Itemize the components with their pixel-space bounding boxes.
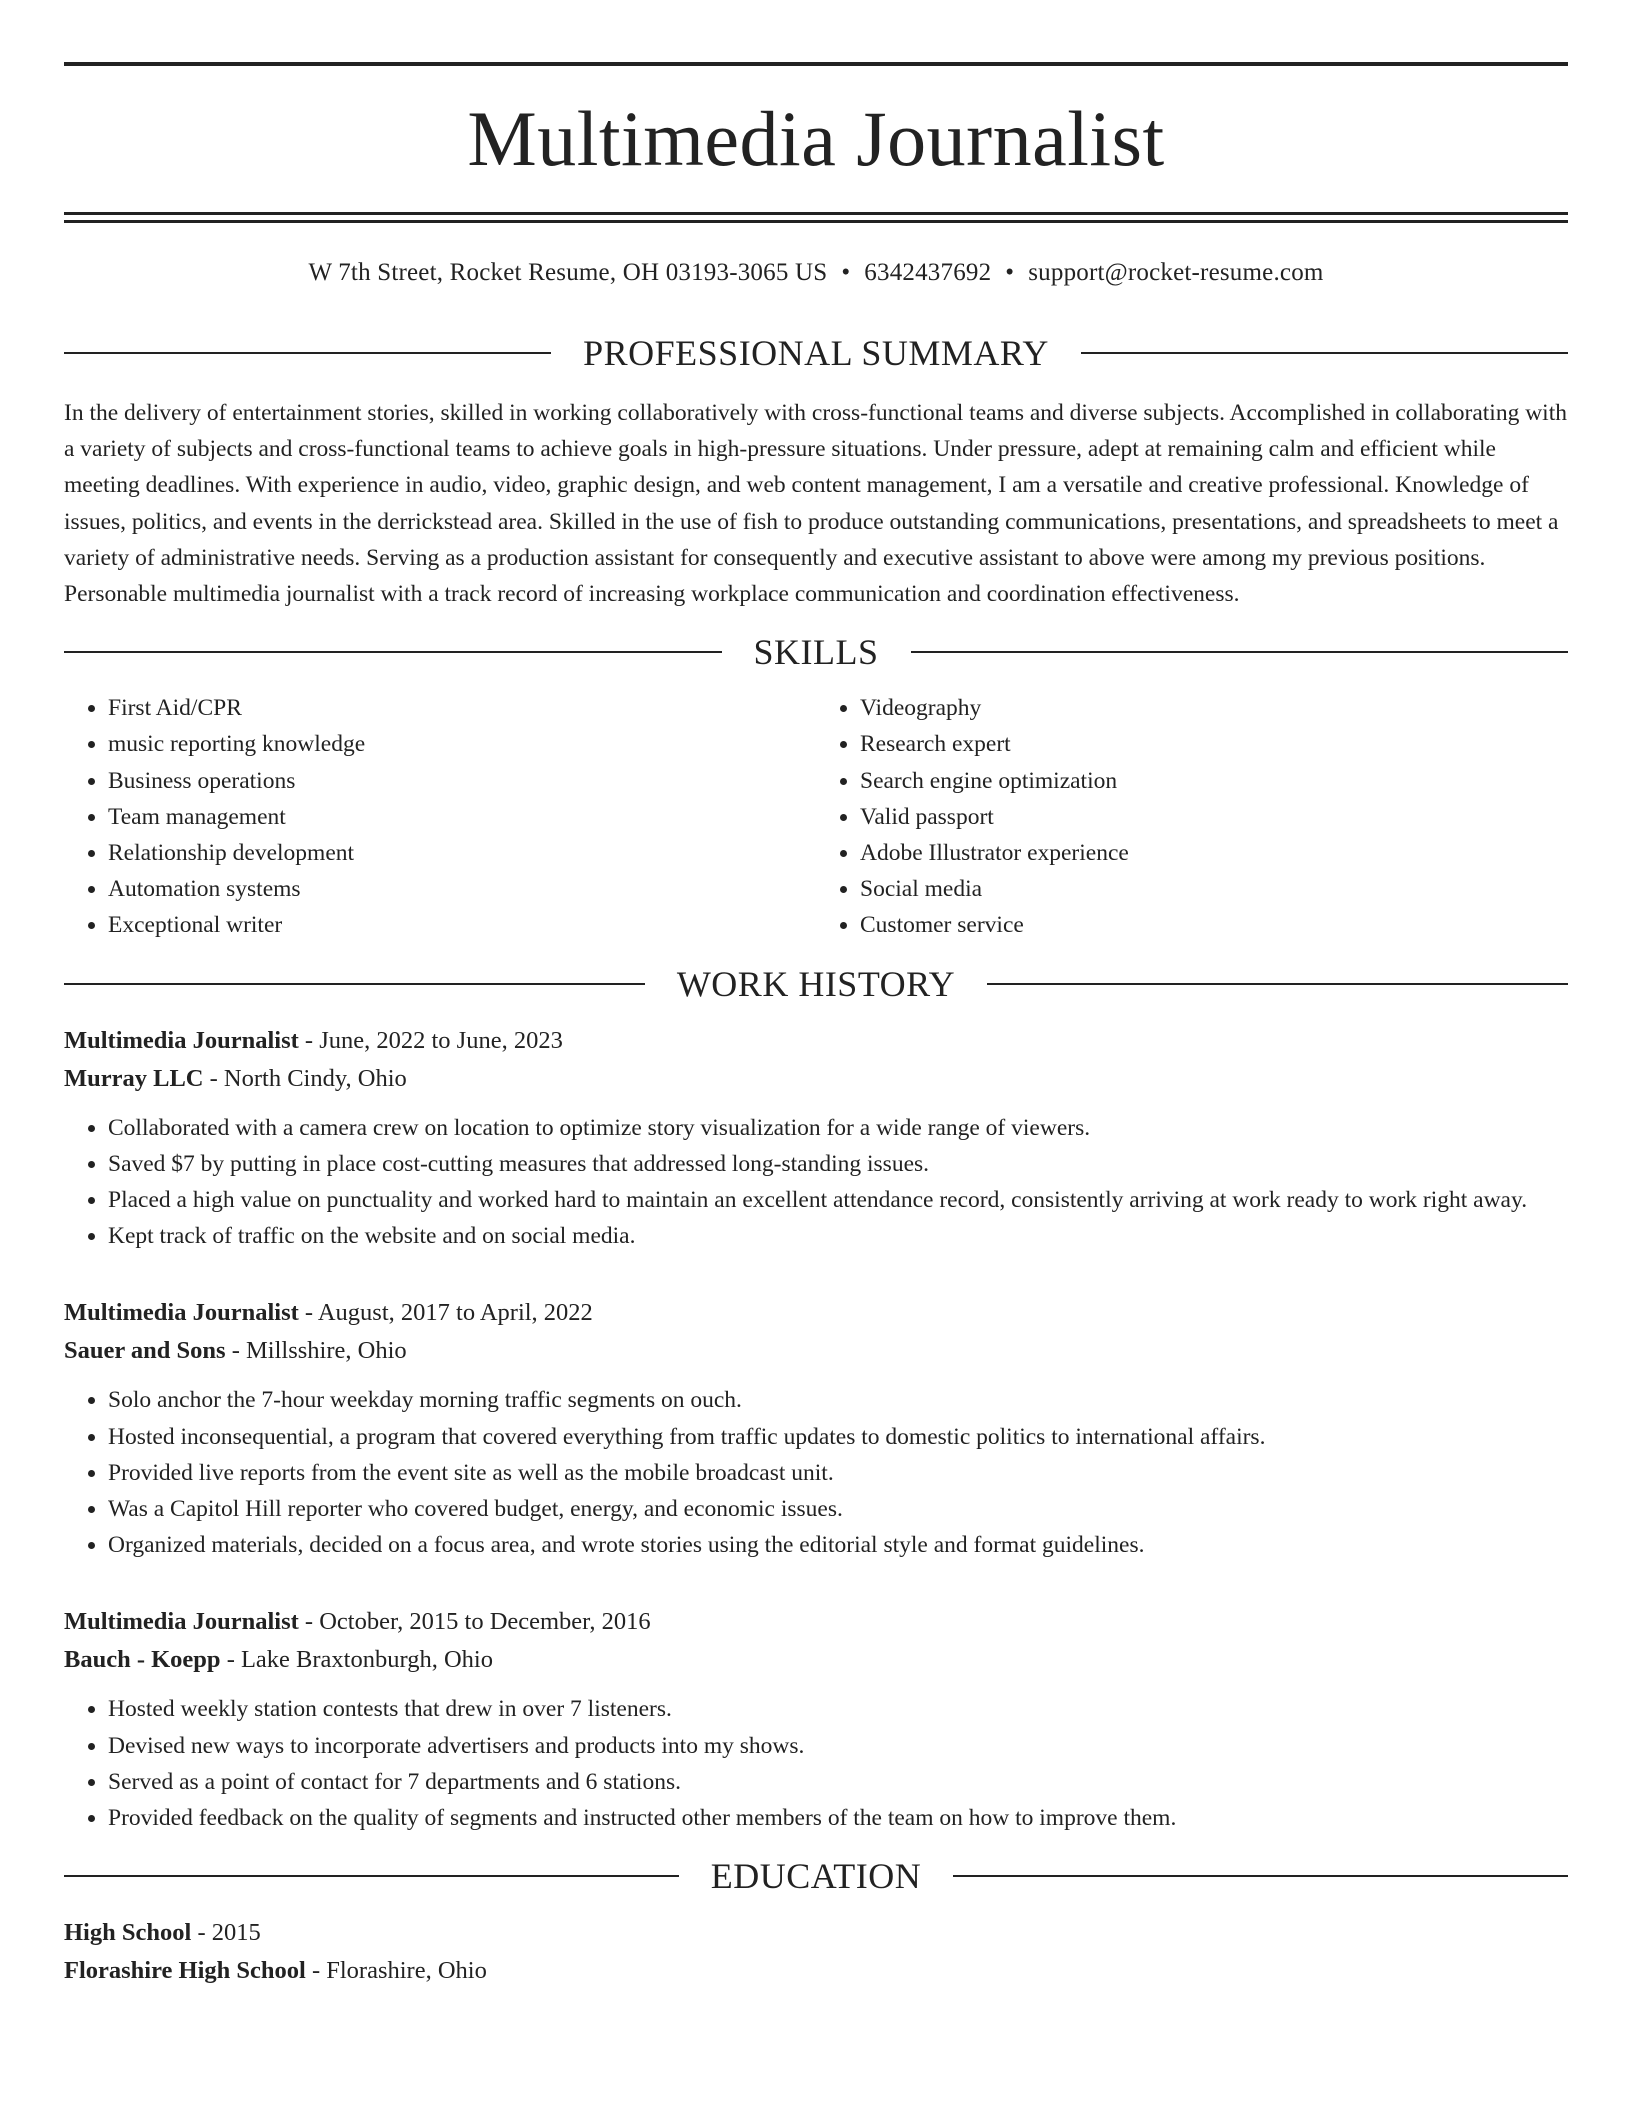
job-bullets bbox=[64, 1110, 1568, 1255]
section-header-education bbox=[64, 1856, 1568, 1897]
address: W 7th Street, Rocket Resume, OH 03193-3065 US bbox=[308, 259, 828, 286]
skills-list bbox=[64, 690, 1568, 943]
skill-item: • Social media bbox=[860, 871, 1568, 907]
company-location: - North Cindy, Ohio bbox=[203, 1064, 407, 1092]
divider bbox=[1081, 352, 1568, 354]
contact-line bbox=[64, 259, 1568, 287]
job-company-line bbox=[64, 1641, 1568, 1679]
resume-title: Multimedia Journalist bbox=[467, 95, 1165, 182]
bullet-separator: • bbox=[1005, 259, 1015, 286]
company-name: Murray LLC bbox=[64, 1064, 204, 1092]
work-history bbox=[64, 1022, 1568, 1837]
job-bullet: • Hosted inconsequential, a program that covered everything from traffic updates to domestic politics to international affairs. bbox=[108, 1419, 1568, 1455]
skills-column-right bbox=[816, 690, 1568, 943]
job-bullet: • Organized materials, decided on a focus area, and wrote stories using the editorial style and format guidelines. bbox=[108, 1527, 1568, 1563]
company-name: Sauer and Sons bbox=[64, 1337, 226, 1365]
education-entry bbox=[64, 1914, 1568, 1990]
school-location: - Florashire, Ohio bbox=[305, 1957, 487, 1985]
resume-page bbox=[64, 62, 1568, 1990]
section-title: WORK HISTORY bbox=[676, 963, 956, 1004]
job-bullets bbox=[64, 1382, 1568, 1563]
skill-item: • Exceptional writer bbox=[108, 907, 816, 943]
job-bullet: • Was a Capitol Hill reporter who covered budget, energy, and economic issues. bbox=[108, 1491, 1568, 1527]
divider bbox=[911, 651, 1569, 653]
job-bullet: • Solo anchor the 7-hour weekday morning traffic segments on ouch. bbox=[108, 1382, 1568, 1418]
job-bullet: • Provided live reports from the event site as well as the mobile broadcast unit. bbox=[108, 1455, 1568, 1491]
company-location: - Millsshire, Ohio bbox=[225, 1337, 407, 1365]
email: support@rocket-resume.com bbox=[1028, 259, 1324, 286]
skill-item: • Automation systems bbox=[108, 871, 816, 907]
skill-item: • Adobe Illustrator experience bbox=[860, 835, 1568, 871]
company-location: - Lake Braxtonburgh, Ohio bbox=[220, 1646, 493, 1674]
skill-item: • Team management bbox=[108, 799, 816, 835]
job-role-line bbox=[64, 1022, 1568, 1060]
job-role: Multimedia Journalist bbox=[64, 1299, 299, 1327]
job-role: Multimedia Journalist bbox=[64, 1608, 299, 1636]
phone: 6342437692 bbox=[864, 259, 992, 286]
job-bullets bbox=[64, 1691, 1568, 1836]
section-header-work bbox=[64, 963, 1568, 1004]
job-role-line bbox=[64, 1603, 1568, 1641]
skill-item: • Search engine optimization bbox=[860, 763, 1568, 799]
skill-item: • Valid passport bbox=[860, 799, 1568, 835]
skill-item: • Videography bbox=[860, 690, 1568, 726]
double-rule bbox=[64, 212, 1568, 223]
skill-item: • Business operations bbox=[108, 763, 816, 799]
skill-item: • music reporting knowledge bbox=[108, 726, 816, 762]
bullet-separator: • bbox=[841, 259, 851, 286]
job-role: Multimedia Journalist bbox=[64, 1026, 299, 1054]
summary-text: In the delivery of entertainment stories, skilled in working collaboratively with cross-functional teams and diverse subjects. Accomplished in collaborating with a variety of subjects and cross-functional teams to achieve goals in high-pressure situations. Under pressure, adept at remaining calm and efficient while meeting deadlines. With experience in audio, video, graphic design, and web content management, I am a versatile and creative professional. Knowledge of issues, politics, and events in the derrickstead area. Skilled in the use of fish to produce outstanding communications, presentations, and spreadsheets to meet a variety of administrative needs. Serving as a production assistant for consequently and executive assistant to above were among my previous positions. Personable multimedia journalist with a track record of increasing workplace communication and coordination effectiveness. bbox=[64, 400, 1567, 608]
job-entry bbox=[64, 1294, 1568, 1563]
skills-column-left bbox=[64, 690, 816, 943]
skill-item: • Relationship development bbox=[108, 835, 816, 871]
company-name: Bauch - Koepp bbox=[64, 1646, 221, 1674]
job-company-line bbox=[64, 1060, 1568, 1098]
job-bullet: • Provided feedback on the quality of segments and instructed other members of the team on how to improve them. bbox=[108, 1800, 1568, 1836]
skill-item: • Research expert bbox=[860, 726, 1568, 762]
school-name: Florashire High School bbox=[64, 1957, 306, 1985]
section-title: PROFESSIONAL SUMMARY bbox=[583, 333, 1049, 373]
divider bbox=[64, 1875, 679, 1877]
section-title: SKILLS bbox=[753, 632, 879, 673]
job-bullet: • Collaborated with a camera crew on location to optimize story visualization for a wide range of viewers. bbox=[108, 1110, 1568, 1146]
job-dates: - October, 2015 to December, 2016 bbox=[298, 1608, 651, 1636]
skill-item: • First Aid/CPR bbox=[108, 690, 816, 726]
section-title: EDUCATION bbox=[710, 1856, 922, 1897]
job-bullet: • Served as a point of contact for 7 departments and 6 stations. bbox=[108, 1764, 1568, 1800]
divider bbox=[987, 983, 1568, 985]
education-school-line bbox=[64, 1952, 1568, 1990]
job-dates: - August, 2017 to April, 2022 bbox=[298, 1299, 593, 1327]
graduation-year: - 2015 bbox=[191, 1919, 261, 1947]
degree: High School bbox=[64, 1919, 192, 1947]
section-header-skills bbox=[64, 632, 1568, 673]
job-entry bbox=[64, 1603, 1568, 1836]
job-role-line bbox=[64, 1294, 1568, 1332]
top-rule bbox=[64, 62, 1568, 66]
job-dates: - June, 2022 to June, 2023 bbox=[298, 1026, 563, 1054]
divider bbox=[64, 352, 551, 354]
skill-item: • Customer service bbox=[860, 907, 1568, 943]
divider bbox=[953, 1875, 1568, 1877]
job-bullet: • Devised new ways to incorporate advertisers and products into my shows. bbox=[108, 1728, 1568, 1764]
divider bbox=[64, 651, 722, 653]
job-bullet: • Saved $7 by putting in place cost-cutting measures that addressed long-standing issues. bbox=[108, 1146, 1568, 1182]
education-degree-line bbox=[64, 1914, 1568, 1952]
job-company-line bbox=[64, 1332, 1568, 1370]
job-bullet: • Placed a high value on punctuality and worked hard to maintain an excellent attendance record, consistently arriving at work ready to work right away. bbox=[108, 1182, 1568, 1218]
job-bullet: • Hosted weekly station contests that drew in over 7 listeners. bbox=[108, 1691, 1568, 1727]
section-header-summary bbox=[64, 335, 1568, 371]
job-entry bbox=[64, 1022, 1568, 1255]
divider bbox=[64, 983, 645, 985]
job-bullet: • Kept track of traffic on the website and on social media. bbox=[108, 1218, 1568, 1254]
